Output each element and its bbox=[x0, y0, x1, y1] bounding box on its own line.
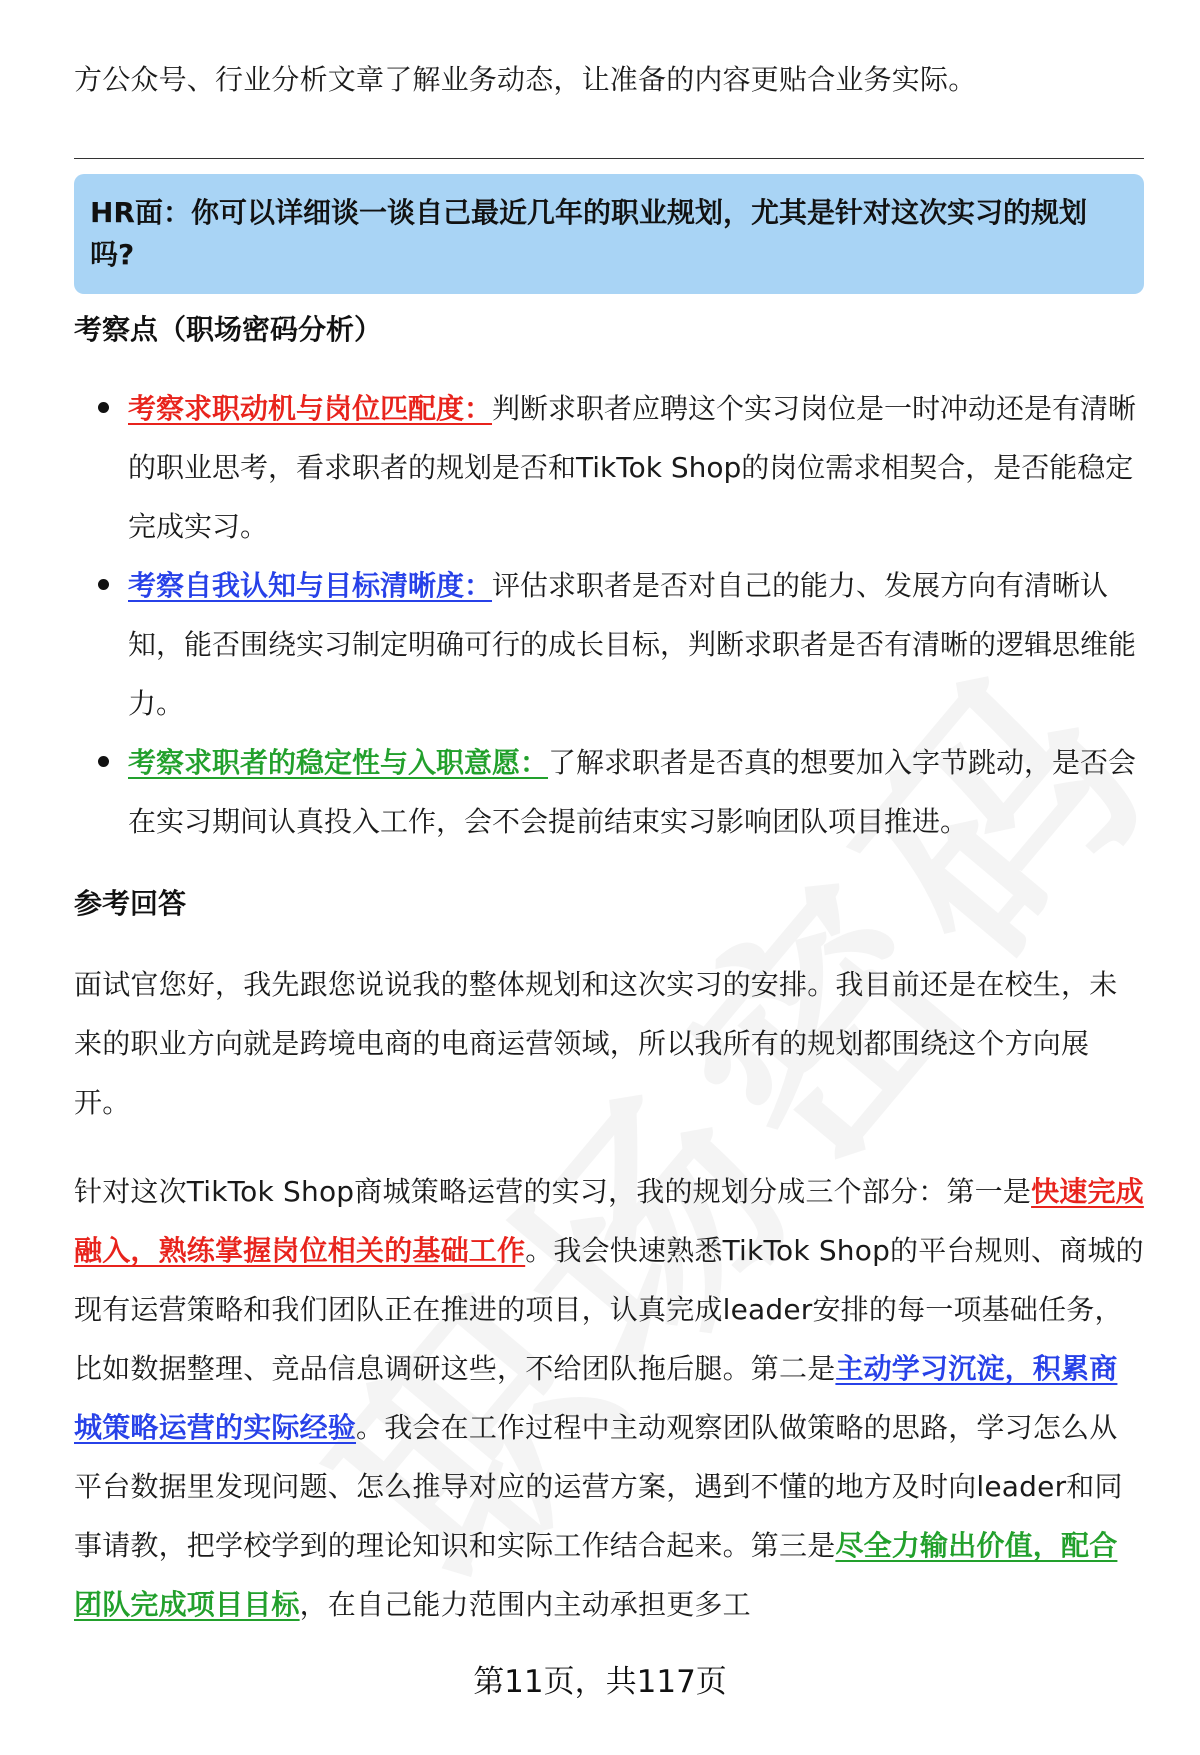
point-keyword: 考察自我认知与目标清晰度： bbox=[128, 569, 493, 602]
point-text: 评估求职者是否对自己的能力、发展方向有清晰认知，能否围绕实习制定明确可行的成长目标，判断求职者是否有清晰的逻辑思维能力。 bbox=[128, 569, 1137, 720]
answer-keyword-1: 快速完成融入，熟练掌握岗位相关的基础工作 bbox=[74, 1175, 1144, 1267]
bullet-icon bbox=[98, 756, 109, 767]
answer-text: 。我会快速熟悉TikTok Shop的平台规则、商城的现有运营策略和我们团队正在推进的项目，认真完成leader安排的每一项基础任务，比如数据整理、竞品信息调研这些，不给团队拖后腿。第二是 bbox=[74, 1234, 1144, 1385]
list-item bbox=[74, 379, 1144, 556]
answer-heading: 参考回答 bbox=[74, 887, 187, 920]
list-item bbox=[74, 556, 1144, 733]
lead-paragraph: 方公众号、行业分析文章了解业务动态，让准备的内容更贴合业务实际。 bbox=[74, 63, 977, 96]
point-keyword: 考察求职动机与岗位匹配度： bbox=[128, 392, 493, 425]
divider bbox=[74, 158, 1144, 159]
question-box bbox=[74, 174, 1144, 294]
list-item bbox=[74, 733, 1144, 851]
question-text: HR面：你可以详细谈一谈自己最近几年的职业规划，尤其是针对这次实习的规划吗? bbox=[90, 196, 1087, 271]
analysis-list bbox=[74, 379, 1144, 851]
answer-text: 。我会在工作过程中主动观察团队做策略的思路，学习怎么从平台数据里发现问题、怎么推导对应的运营方案，遇到不懂的地方及时向leader和同事请教，把学校学到的理论知识和实际工作结合起来。第三是 bbox=[74, 1411, 1123, 1562]
point-text: 判断求职者应聘这个实习岗位是一时冲动还是有清晰的职业思考，看求职者的规划是否和TikTok Shop的岗位需求相契合，是否能稳定完成实习。 bbox=[128, 392, 1137, 543]
answer-keyword-3: 尽全力输出价值，配合团队完成项目目标 bbox=[74, 1529, 1118, 1621]
bullet-icon bbox=[98, 402, 109, 413]
analysis-heading: 考察点（职场密码分析） bbox=[74, 313, 383, 346]
point-keyword: 考察求职者的稳定性与入职意愿： bbox=[128, 746, 549, 779]
point-text: 了解求职者是否真的想要加入字节跳动，是否会在实习期间认真投入工作，会不会提前结束实习影响团队项目推进。 bbox=[128, 746, 1137, 838]
page-footer: 第11页，共117页 bbox=[473, 1664, 727, 1700]
answer-text: 针对这次TikTok Shop商城策略运营的实习，我的规划分成三个部分：第一是 bbox=[74, 1175, 1032, 1208]
bullet-icon bbox=[98, 579, 109, 590]
answer-paragraph-2 bbox=[74, 1162, 1144, 1634]
answer-paragraph-1: 面试官您好，我先跟您说说我的整体规划和这次实习的安排。我目前还是在校生，未来的职业方向就是跨境电商的电商运营领域，所以我所有的规划都围绕这个方向展开。 bbox=[74, 968, 1118, 1119]
answer-text: ，在自己能力范围内主动承担更多工 bbox=[299, 1588, 751, 1621]
answer-keyword-2: 主动学习沉淀，积累商城策略运营的实际经验 bbox=[74, 1352, 1118, 1444]
